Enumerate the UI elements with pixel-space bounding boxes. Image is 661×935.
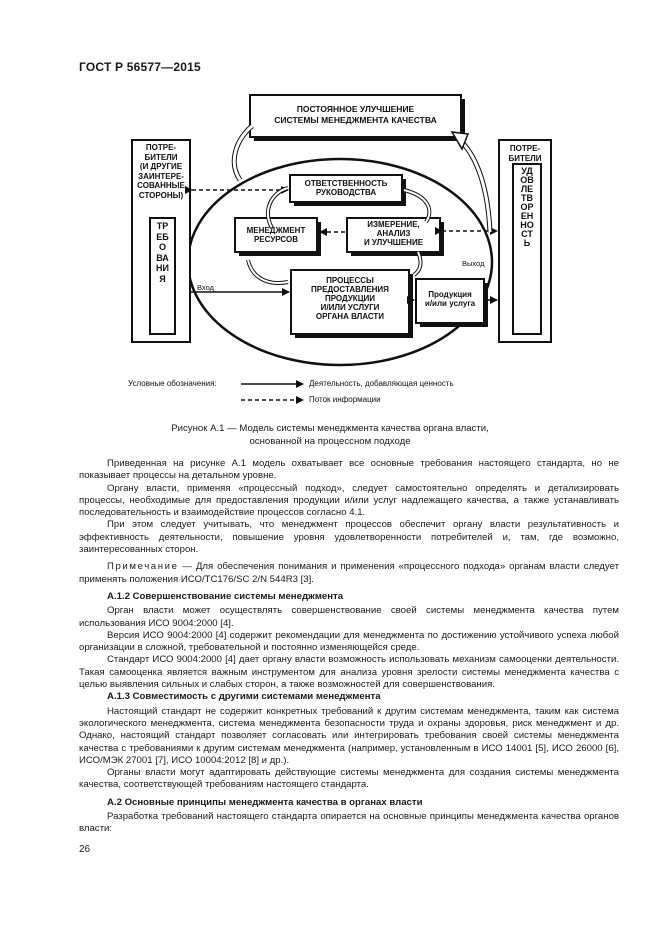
product-label: Продукция и/или услуга bbox=[424, 290, 476, 308]
paragraph: Органу власти, применяя «процессный подход», следует самостоятельно определять и детализировать процессы, необходимые для предоставления продукции и/или услуг надлежащего качества, а также устанавливать последовательность и взаимодействие процессов согласно 4.1. bbox=[79, 482, 619, 519]
paragraph: Стандарт ИСО 9004:2000 [4] дает органу власти возможность использовать механизм самооценки деятельности. Такая самооценка является важным инструментом для анализа уровня зрелости системы менеджмента качества с целью выявления сильных и слабых сторон, а также возможностей для совершенствования. bbox=[79, 654, 619, 691]
paragraph: Орган власти может осуществлять совершенствование своей системы менеджмента качества путем использования ИСО 9004:2000 [4]. bbox=[79, 605, 619, 629]
output-label: Выход bbox=[462, 259, 485, 268]
paragraph: Органы власти могут адаптировать действующие системы менеджмента для создания системы менеджмента качества, соответствующей требованиям настоящего стандарта. bbox=[79, 767, 619, 791]
figure-caption bbox=[100, 422, 560, 448]
paragraph: Приведенная на рисунке А.1 модель охватывает все основные требования настоящего стандарта, но не показывает процессы на детальном уровне. bbox=[79, 458, 619, 482]
document-header: ГОСТ Р 56577—2015 bbox=[79, 60, 201, 74]
note-label: Примечание bbox=[107, 561, 179, 573]
caption-line-1: Рисунок А.1 — Модель системы менеджмента качества органа власти, bbox=[171, 423, 489, 434]
left-inner-label: ТРЕБОВАНИЯ bbox=[156, 221, 169, 284]
section-heading-a13: А.1.3 Совместимость с другими системами менеджмента bbox=[107, 691, 381, 703]
paragraph: При этом следует учитывать, что менеджмент процессов обеспечит органу власти результативность и эффективность деятельности, повышение уровня удовлетворенности потребителей и, там, где возможно, заинтересованных сторон. bbox=[79, 519, 619, 556]
input-label: Вход bbox=[197, 283, 214, 292]
responsibility-label: ОТВЕТСТВЕННОСТЬ РУКОВОДСТВА bbox=[304, 179, 388, 197]
paragraph: Настоящий стандарт не содержит конкретных требований к другим системам менеджмента, таким как система экологического менеджмента, система менеджмента безопасности труда и охраны здоровья, риск менеджмент и др. Однако, настоящий стандарт позволяет согласовать или интегрировать требования своей системы менеджмента качества с требованиями к другим системам менеджмента (например, установленным в ИСО 14001 [5], ИСО 26000 [6], ИСО/МЭК 27001 [7], ИСО 10004:2012 [8] и др.). bbox=[79, 705, 619, 766]
processes-label: ПРОЦЕССЫ ПРЕДОСТАВЛЕНИЯ ПРОДУКЦИИ И/ИЛИ УСЛУГИ ОРГАНА ВЛАСТИ bbox=[311, 276, 389, 321]
legend-info-flow: Поток информации bbox=[309, 395, 381, 404]
note-paragraph bbox=[79, 561, 619, 586]
right-box-title: ПОТРЕ- БИТЕЛИ bbox=[508, 144, 542, 163]
legend-title: Условные обозначения: bbox=[128, 379, 217, 388]
top-box-label: ПОСТОЯННОЕ УЛУЧШЕНИЕ СИСТЕМЫ МЕНЕДЖМЕНТА КАЧЕСТВА bbox=[274, 104, 437, 125]
legend-value-flow: Деятельность, добавляющая ценность bbox=[309, 379, 454, 388]
body-text bbox=[79, 458, 619, 836]
caption-line-2: основанной на процессном подходе bbox=[249, 436, 411, 447]
diagram-graphics bbox=[0, 0, 661, 420]
page-number: 26 bbox=[79, 844, 91, 855]
right-inner-label: УДОВЛЕТВОРЕННОСТЬ bbox=[520, 166, 534, 248]
qms-model-figure bbox=[0, 0, 661, 420]
measurement-label: ИЗМЕРЕНИЕ, АНАЛИЗ И УЛУЧШЕНИЕ bbox=[363, 220, 424, 247]
paragraph: Разработка требований настоящего стандарта опирается на основные принципы менеджмента качества органов власти: bbox=[79, 811, 619, 835]
paragraph: Версия ИСО 9004:2000 [4] содержит рекомендации для менеджмента по достижению устойчивого успеха любой организации в сложной, требовательной и постоянно изменяющейся среде. bbox=[79, 629, 619, 654]
resources-label: МЕНЕДЖМЕНТ РЕСУРСОВ bbox=[246, 226, 306, 244]
left-box-title: ПОТРЕ- БИТЕЛИ (И ДРУГИЕ ЗАИНТЕРЕ- СОВАННЫЕ СТОРОНЫ) bbox=[137, 143, 185, 200]
note-body: — Для обеспечения понимания и применения «процессного подхода» органам власти следует применять положения ИСО/ТС176/SC 2/N 544R3 [3]. bbox=[79, 561, 619, 585]
section-heading-a12: А.1.2 Совершенствование системы менеджмента bbox=[107, 590, 344, 602]
section-heading-a2: А.2 Основные принципы менеджмента качества в органах власти bbox=[107, 796, 423, 808]
improvement-arrow bbox=[460, 140, 490, 232]
